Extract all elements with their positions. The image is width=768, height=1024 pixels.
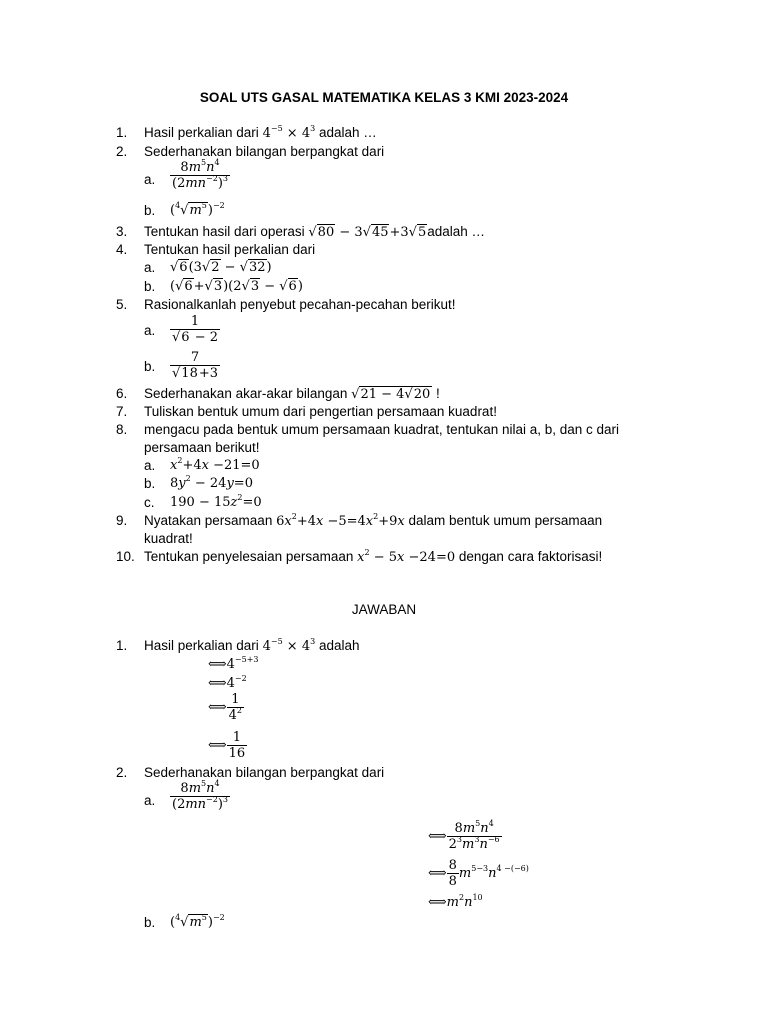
answer-2b-label: b. [144,915,156,930]
question-10 [144,549,602,566]
question-4b-formula: (√6+√3)(2√3 − √6) [170,279,303,294]
question-7-number: 7. [116,404,128,419]
question-10-suffix: dengan cara faktorisasi! [458,549,603,564]
question-2a-label: a. [144,172,156,187]
question-2a-formula: $\frac{8m^5n^4}{(2mn^{-2})^3}$ [172,158,229,191]
answer-2-text: Sederhanakan bilangan berpangkat dari [144,765,385,780]
answer-1 [144,638,360,655]
question-4-text: Tentukan hasil perkalian dari [144,242,316,257]
question-3-suffix: adalah … [427,224,486,239]
question-1-suffix: adalah … [318,125,377,140]
answer-1-formula: $4^{-5} \times 4^3$ [262,637,316,654]
answer-2a-step-1: ⟺ $\frac{8m^5n^4}{2^3m^3n^{-6}}$ [428,819,500,852]
answer-2b-formula: $(^4√m^5)^{-2}$ [170,913,225,930]
question-3 [144,224,485,241]
answer-1-step-3: ⟺ $\frac{1}{4^2}$ [208,692,243,723]
question-9-suffix: dalam bentuk umum persamaan [408,513,603,528]
question-8a-label: a. [144,458,156,473]
question-5a-formula: $\frac{1}{√6 - 2}$ [172,314,219,345]
answer-2a-label: a. [144,793,156,808]
question-3-text: Tentukan hasil dari operasi [144,224,305,239]
question-5a-label: a. [144,323,156,338]
question-6-number: 6. [116,386,128,401]
document-title: SOAL UTS GASAL MATEMATIKA KELAS 3 KMI 2023-2024 [199,90,569,105]
answer-1-text: Hasil perkalian dari [144,638,259,653]
question-2b-formula: $(^4√m^5)^{-2}$ [170,201,225,218]
question-5b-label: b. [144,359,156,374]
question-3-formula: √80 − 3√45+3√5 [308,225,427,240]
question-2b-label: b. [144,203,156,218]
answer-1-number: 1. [116,638,128,653]
question-9-text: Nyatakan persamaan [144,513,273,528]
question-9-formula: $6x^2+4x -5=4x^2+9x$ [276,512,405,529]
answer-2-number: 2. [116,765,128,780]
question-4b-label: b. [144,279,156,294]
question-3-number: 3. [116,224,128,239]
question-9 [144,513,602,530]
question-6-suffix: ! [436,386,440,401]
answer-1-step-2: $⟺4^{-2}$ [208,674,247,691]
question-8-number: 8. [116,422,128,437]
question-10-formula: $x^2 - 5x -24=0$ [357,548,456,565]
question-8c-formula: $190 - 15z^2=0$ [170,493,262,510]
answer-1-step-1: $⟺4^{-5+3}$ [208,655,259,672]
question-9-text-continued: kuadrat! [144,531,193,546]
question-6-text: Sederhanakan akar-akar bilangan [144,386,348,401]
question-1-formula: $4^{-5} \times 4^3$ [262,124,316,141]
answer-2a-step-2: ⟺ $\frac{8}{8}$ $m^{5-3}n^{4 -(-6)}$ [428,858,529,889]
question-9-number: 9. [116,513,128,528]
question-1 [144,125,377,142]
question-8a-formula: $x^2+4x -21=0$ [170,456,260,473]
question-8b-formula: $8y^2 - 24y=0$ [170,474,253,491]
answer-1-suffix: adalah [318,638,360,653]
question-6-formula: √21 − 4√20 [351,387,431,402]
question-1-number: 1. [116,125,128,140]
question-1-text: Hasil perkalian dari [144,125,259,140]
question-6 [144,386,440,403]
question-2-number: 2. [116,144,128,159]
answer-1-step-4: ⟺ $\frac{1}{16}$ [208,730,246,761]
question-8b-label: b. [144,476,156,491]
answer-2a-step-3: $⟺m^2n^{10}$ [428,893,483,910]
question-5-number: 5. [116,297,128,312]
question-10-number: 10. [116,549,135,564]
question-4a-label: a. [144,260,156,275]
answer-2a-formula: $\frac{8m^5n^4}{(2mn^{-2})^3}$ [172,779,229,812]
question-4-number: 4. [116,242,128,257]
question-7-text: Tuliskan bentuk umum dari pengertian persamaan kuadrat! [144,404,497,419]
question-2-text: Sederhanakan bilangan berpangkat dari [144,144,385,159]
question-8-text-continued: persamaan berikut! [144,440,260,455]
question-5b-formula: $\frac{7}{√18+3}$ [172,350,219,381]
answers-heading: JAWABAN [351,602,417,617]
question-10-text: Tentukan penyelesaian persamaan [144,549,354,564]
question-8c-label: c. [144,495,155,510]
question-8-text: mengacu pada bentuk umum persamaan kuadrat, tentukan nilai a, b, dan c dari [144,422,620,437]
question-5-text: Rasionalkanlah penyebut pecahan-pecahan berikut! [144,297,456,312]
question-4a-formula: √6(3√2 − √32) [170,260,272,275]
